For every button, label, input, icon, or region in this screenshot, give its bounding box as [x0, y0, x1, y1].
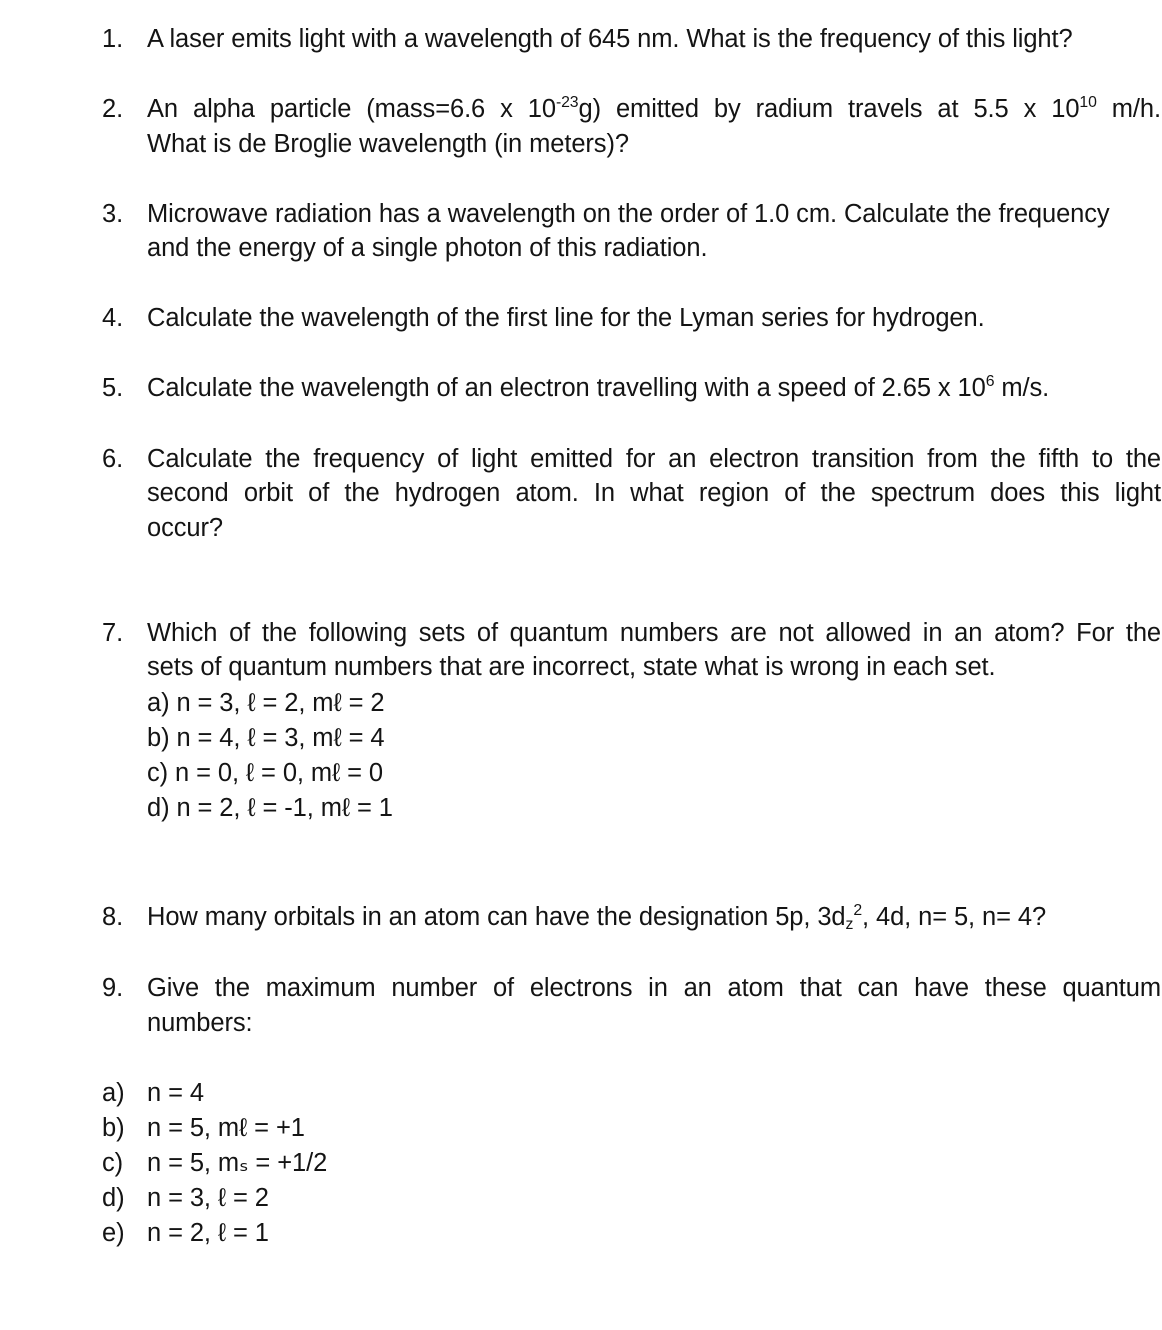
option-text: n = 3, ℓ = 2 [147, 1184, 269, 1212]
question-number: 9. [102, 974, 124, 1002]
question-text: Which of the following sets of quantum numbers are not allowed in an atom? For the [147, 619, 1161, 647]
exponent: 6 [985, 373, 995, 391]
question-number: 3. [102, 200, 124, 228]
text-fragment: m/s. [994, 374, 1050, 402]
text-fragment: , 4d, n= 5, n= 4? [862, 903, 1047, 931]
option-label: e) [102, 1219, 125, 1247]
question-text: occur? [147, 514, 223, 542]
question-text: numbers: [147, 1009, 253, 1037]
question-number: 8. [102, 903, 124, 931]
text-fragment: m/h. [1096, 95, 1161, 123]
question-text: second orbit of the hydrogen atom. In what region of the spectrum does this light [147, 479, 1161, 507]
option-label: a) [102, 1079, 125, 1107]
question-number: 7. [102, 619, 124, 647]
question-number: 2. [102, 95, 124, 123]
question-text [147, 371, 1049, 405]
option-label: d) [102, 1184, 125, 1212]
question-number: 6. [102, 445, 124, 473]
option-label: c) [102, 1149, 124, 1177]
option-text: a) n = 3, ℓ = 2, mℓ = 2 [147, 689, 385, 717]
option-text: n = 4 [147, 1079, 204, 1107]
text-fragment: How many orbitals in an atom can have the designation 5p, 3d [147, 903, 846, 931]
question-text: What is de Broglie wavelength (in meters)? [147, 130, 629, 158]
question-text: Microwave radiation has a wavelength on the order of 1.0 cm. Calculate the frequency [147, 200, 1110, 228]
text-fragment: g) emitted by radium travels at 5.5 x 10 [578, 95, 1080, 123]
question-number: 1. [102, 25, 124, 53]
option-text: b) n = 4, ℓ = 3, mℓ = 4 [147, 724, 385, 752]
option-label: b) [102, 1114, 125, 1142]
question-text: A laser emits light with a wavelength of 645 nm. What is the frequency of this light? [147, 25, 1073, 53]
option-text: c) n = 0, ℓ = 0, mℓ = 0 [147, 759, 384, 787]
subscript: z [845, 915, 854, 933]
option-text: n = 2, ℓ = 1 [147, 1219, 269, 1247]
exponent: 10 [1079, 94, 1097, 112]
superscript: 2 [853, 902, 863, 920]
text-fragment: An alpha particle (mass=6.6 x 10 [147, 95, 556, 123]
option-text: d) n = 2, ℓ = -1, mℓ = 1 [147, 794, 393, 822]
question-text: and the energy of a single photon of this radiation. [147, 234, 708, 262]
question-text: Give the maximum number of electrons in an atom that can have these quantum [147, 974, 1161, 1002]
exponent: -23 [555, 94, 579, 112]
option-text: n = 5, mℓ = +1 [147, 1114, 305, 1142]
question-text [147, 92, 1161, 126]
option-text: n = 5, mₛ = +1/2 [147, 1149, 328, 1177]
question-number: 5. [102, 374, 124, 402]
text-fragment: Calculate the wavelength of an electron travelling with a speed of 2.65 x 10 [147, 374, 986, 402]
question-text: Calculate the wavelength of the first line for the Lyman series for hydrogen. [147, 304, 985, 332]
question-number: 4. [102, 304, 124, 332]
question-text: Calculate the frequency of light emitted for an electron transition from the fifth to the [147, 445, 1161, 473]
question-text: sets of quantum numbers that are incorrect, state what is wrong in each set. [147, 653, 996, 681]
question-text [147, 900, 1046, 934]
